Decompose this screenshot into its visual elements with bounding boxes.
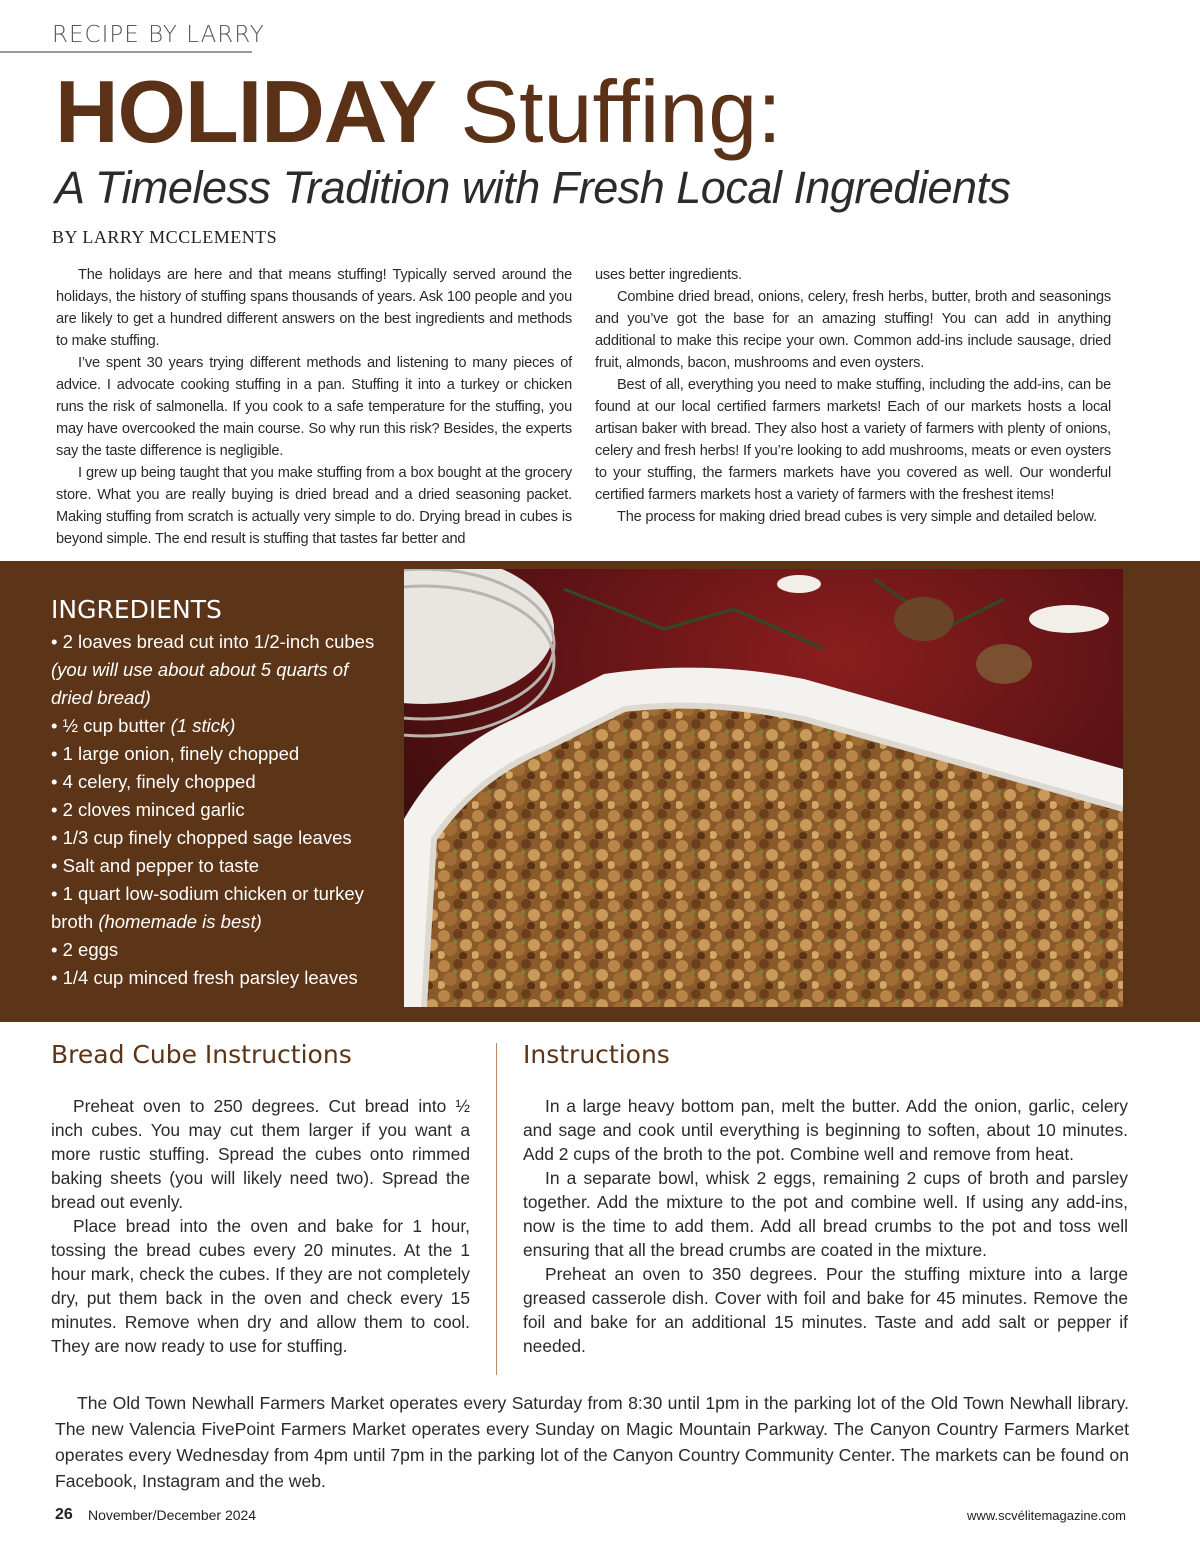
byline: BY LARRY MCCLEMENTS [52, 227, 278, 247]
instructions-paragraph: In a large heavy bottom pan, melt the butter. Add the onion, garlic, celery and sage and cook until everything is beginning to soften, about 10 minutes. Add 2 cups of the broth to the pot. Combine well and remove from heat. [523, 1096, 1128, 1164]
instructions-body [523, 1094, 1128, 1358]
ingredient-item [51, 628, 391, 712]
article-subtitle: A Timeless Tradition with Fresh Local Ingredients [55, 162, 1011, 213]
ingredient-text: • 1 quart low-sodium chicken or turkey broth [51, 883, 364, 932]
intro-paragraph: The holidays are here and that means stuffing! Typically served around the holidays, the history of stuffing spans thousands of years. Ask 100 people and you are likely to get a hundred different answers on the best ingredients and methods to make stuffing. [56, 267, 572, 349]
ingredient-item [51, 964, 391, 992]
ingredient-item [51, 712, 391, 740]
ingredients-heading: INGREDIENTS [51, 595, 222, 624]
ingredient-text: • 2 eggs [51, 939, 119, 960]
intro-paragraph: Best of all, everything you need to make stuffing, including the add-ins, can be found at our local certified farmers markets! Each of our markets hosts a local artisan baker with bread. They also host a variety of farmers with plenty of onions, celery and fresh herbs! If you’re looking to add mushrooms, meats or even oysters to your stuffing, the farmers markets have you covered as well. Our wonderful certified farmers markets host a variety of farmers with the freshest items! [595, 377, 1111, 503]
intro-column-left [56, 264, 572, 550]
ingredient-text: • Salt and pepper to taste [51, 855, 260, 876]
instructions-paragraph: Preheat an oven to 350 degrees. Pour the stuffing mixture into a large greased casserole dish. Cover with foil and bake for 45 minutes. Remove the foil and bake for an additional 15 minutes. Taste and add salt or pepper if needed. [523, 1264, 1128, 1356]
ingredient-text: • 1/3 cup finely chopped sage leaves [51, 827, 352, 848]
instructions-paragraph: In a separate bowl, whisk 2 eggs, remaining 2 cups of broth and parsley together. Add the mixture to the pot and combine well. If using any add-ins, now is the time to add them. Add all bread crumbs to the pot and toss well ensuring that all the bread crumbs are coated in the mixture. [523, 1168, 1128, 1260]
bread-cube-body [51, 1094, 470, 1358]
stuffing-photo-illustration [404, 569, 1123, 1007]
intro-paragraph-continuation: uses better ingredients. [595, 267, 742, 283]
intro-paragraph: The process for making dried bread cubes is very simple and detailed below. [617, 509, 1097, 525]
ingredient-note: (1 stick) [170, 715, 236, 736]
ingredient-text: • 1 large onion, finely chopped [51, 743, 300, 764]
ingredient-item [51, 852, 391, 880]
intro-paragraph: I grew up being taught that you make stuffing from a box bought at the grocery store. What you are really buying is dried bread and a dried seasoning packet. Making stuffing from scratch is actually very simple to do. Drying bread in cubes is beyond simple. The end result is stuffing that tastes far better and [56, 465, 572, 547]
bread-cube-paragraph: Preheat oven to 250 degrees. Cut bread into ½ inch cubes. You may cut them larger if you want a more rustic stuffing. Spread the cubes onto rimmed baking sheets (you will likely need two). Spread the bread out evenly. [51, 1096, 470, 1212]
ingredient-item [51, 880, 391, 936]
ingredient-item [51, 824, 391, 852]
kicker-rule [0, 51, 252, 53]
ingredient-item [51, 740, 391, 768]
website-url: www.scvélitemagazine.com [967, 1508, 1126, 1523]
intro-paragraph: Combine dried bread, onions, celery, fresh herbs, butter, broth and seasonings and you’ve got the base for an amazing stuffing! You can add in anything additional to make this recipe your own. Common add-ins include sausage, dried fruit, almonds, bacon, mushrooms and even oysters. [595, 289, 1111, 371]
ingredient-text: • 4 celery, finely chopped [51, 771, 256, 792]
ingredient-item [51, 796, 391, 824]
ingredient-text: • 2 loaves bread cut into 1/2-inch cubes [51, 631, 375, 652]
ingredient-text: • ½ cup butter [51, 715, 171, 736]
column-divider [496, 1043, 497, 1375]
ingredient-text: • 2 cloves minced garlic [51, 799, 245, 820]
ingredient-item [51, 936, 391, 964]
ingredient-item [51, 768, 391, 796]
bread-cube-heading: Bread Cube Instructions [51, 1040, 352, 1069]
ingredient-note: (homemade is best) [98, 911, 262, 932]
farmers-market-info: The Old Town Newhall Farmers Market operates every Saturday from 8:30 until 1pm in the parking lot of the Old Town Newhall library. The new Valencia FivePoint Farmers Market operates every Sunday on Magic Mountain Parkway. The Canyon Country Farmers Market operates every Wednesday from 4pm until 7pm in the parking lot of the Canyon Country Community Center. The markets can be found on Facebook, Instagram and the web. [55, 1393, 1129, 1491]
section-kicker: RECIPE BY LARRY [52, 22, 265, 48]
page-number: 26 [55, 1506, 73, 1523]
issue-date: November/December 2024 [88, 1507, 257, 1523]
ingredients-list [51, 628, 391, 992]
title-bold: HOLIDAY [55, 62, 436, 161]
bread-cube-paragraph: Place bread into the oven and bake for 1 hour, tossing the bread cubes every 20 minutes. At the 1 hour mark, check the cubes. If they are not completely dry, put them back in the oven and check every 15 minutes. Remove when dry and allow them to cool. They are now ready to use for stuffing. [51, 1216, 470, 1356]
article-title [55, 62, 782, 161]
instructions-heading: Instructions [523, 1040, 670, 1069]
title-light: Stuffing: [435, 62, 782, 161]
ingredients-panel [51, 595, 391, 992]
intro-paragraph: I’ve spent 30 years trying different methods and listening to many pieces of advice. I advocate cooking stuffing in a pan. Stuffing it into a turkey or chicken runs the risk of salmonella. If you cook to a safe temperature for the stuffing, you may have overcooked the main course. So why run this risk? Besides, the experts say the taste difference is negligible. [56, 355, 572, 459]
ingredient-text: • 1/4 cup minced fresh parsley leaves [51, 967, 358, 988]
stuffing-photo [404, 569, 1123, 1007]
ingredient-note: (you will use about about 5 quarts of dried bread) [51, 659, 349, 708]
intro-column-right [595, 264, 1111, 528]
